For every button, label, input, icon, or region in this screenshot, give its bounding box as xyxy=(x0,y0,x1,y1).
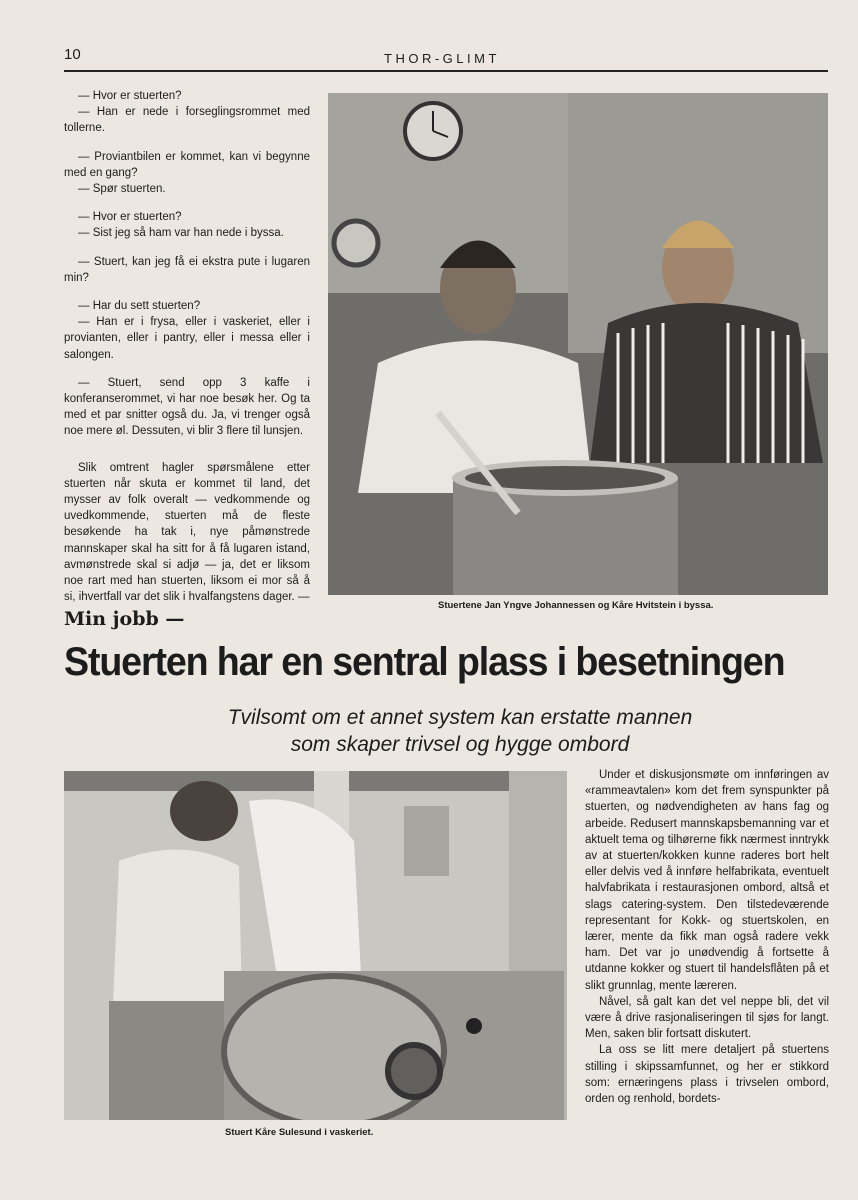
dialogue-line: — Har du sett stuerten? xyxy=(78,300,201,313)
laundry-photo-illustration xyxy=(64,771,567,1120)
article-subhead xyxy=(120,704,800,758)
body-paragraph: Under et diskusjonsmøte om innføringen av «rammeavtalen» kom det frem synspunkter på stuerten, og nødvendigheten av hans fag og arbeide. Redusert mannskapsbemanning var et aktuelt tema og tilhørerne fikk nærmest inntrykk av at stuerten/kokken kunne raderes bort helt eller delvis ved å innføre helfabrikata, eventuelt halvfabrikata i restaurasjonen ombord, altså et slags catering-system. Den tilstedeværende representant for Kokk- og stuertskolen, en lærer, mente da fikk man også radere vekk ham. Det var jo unødvendig å fortsette å utdanne kokker og stuert til handelsflåten på et slikt grunnlag, mente læreren. xyxy=(585,769,829,992)
dialogue-line: — Han er nede i forseglingsrommet med tollerne. xyxy=(64,106,310,135)
body-column xyxy=(585,767,829,1107)
dialogue-line: — Sist jeg så ham var han nede i byssa. xyxy=(78,227,284,240)
dialogue-line: — Stuert, send opp 3 kaffe i konferanserommet, vi har noe besøk her. Og ta med et par snitter også du. Ja, vi trenger også noe mere øl. Dessuten, vi blir 3 flere til lunsjen. xyxy=(64,376,310,438)
page-number: 10 xyxy=(64,46,81,63)
body-paragraph: Nåvel, så galt kan det vel neppe bli, det vil være å drive rasjonaliseringen til sjøs for langt. Men, saken blir fortsatt diskutert. xyxy=(585,995,829,1041)
running-head: THOR-GLIMT xyxy=(384,51,500,66)
dialogue-line: — Hvor er stuerten? xyxy=(78,211,182,224)
dialogue-line: — Stuert, kan jeg få ei ekstra pute i lugaren min? xyxy=(64,255,310,284)
dialogue-line: — Hvor er stuerten? xyxy=(78,90,182,102)
header-rule xyxy=(64,70,828,72)
article-headline: Stuerten har en sentral plass i besetningen xyxy=(64,640,785,684)
dialogue-line: — Proviantbilen er kommet, kan vi begynne med en gang? xyxy=(64,150,310,179)
galley-photo-illustration xyxy=(328,93,828,595)
intro-paragraph: Slik omtrent hagler spørsmålene etter stuerten når skuta er kommet til land, det mysser av folk overalt — vedkommende og uvedkommende, stuerten må de fleste besøkende ha tak i, nye påmønstrede mannskaper skal ha sitt for å få lugaren istand, avmønstrede skal si adjø — ja, det er liksom noe rart med han stuerten, liksom ei mor så å si, ihvertfall var det slik i hvalfangstens dager. — xyxy=(64,461,310,604)
dialogue-line: — Han er i frysa, eller i vaskeriet, eller i provianten, eller i pantry, eller i messa eller i salongen. xyxy=(64,316,310,361)
laundry-photo xyxy=(64,771,567,1120)
article-kicker: Min jobb — xyxy=(64,608,185,630)
dialogue-column xyxy=(64,88,310,605)
bottom-photo-caption: Stuert Kåre Sulesund i vaskeriet. xyxy=(225,1127,374,1138)
galley-photo xyxy=(328,93,828,595)
top-photo-caption: Stuertene Jan Yngve Johannessen og Kåre Hvitstein i byssa. xyxy=(438,600,714,611)
body-paragraph: La oss se litt mere detaljert på stuertens stilling i skipssamfunnet, og her er stikkord som: ernæringens plass i trivselen ombord, orden og renhold, bordets- xyxy=(585,1044,829,1106)
subhead-line: som skaper trivsel og hygge ombord xyxy=(290,733,630,756)
subhead-line: Tvilsomt om et annet system kan erstatte mannen xyxy=(227,706,693,729)
dialogue-line: — Spør stuerten. xyxy=(78,183,166,196)
